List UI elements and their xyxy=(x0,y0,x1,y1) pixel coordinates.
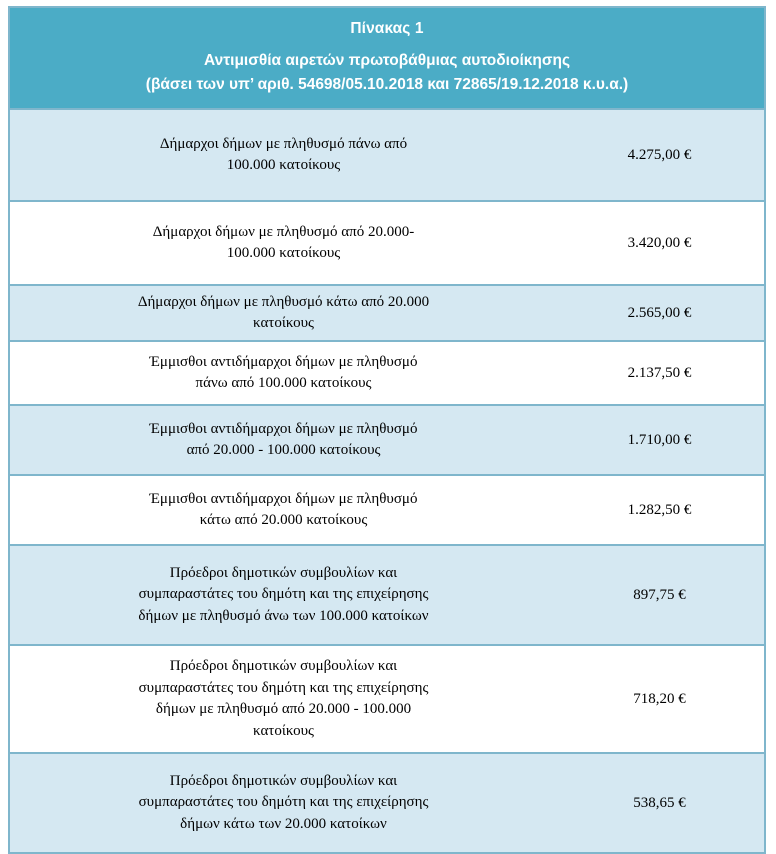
table-row xyxy=(10,546,764,646)
row-description-line: δήμων με πληθυσμό από 20.000 - 100.000 xyxy=(155,701,412,718)
row-description-line: από 20.000 - 100.000 κατοίκους xyxy=(186,442,381,459)
row-description-line: Δήμαρχοι δήμων με πληθυσμό κάτω από 20.000 xyxy=(137,293,430,310)
row-description-line: Έμμισθοι αντιδήμαρχοι δήμων με πληθυσμό xyxy=(149,353,418,370)
row-description-line: δήμων κάτω των 20.000 κατοίκων xyxy=(180,816,387,833)
row-amount-cell: 718,20 € xyxy=(633,690,686,707)
row-description-cell xyxy=(10,130,555,182)
row-amount-cell: 897,75 € xyxy=(633,586,686,603)
row-description-line: συμπαραστάτες του δημότη και της επιχείρησης xyxy=(138,679,429,696)
table-title: Πίνακας 1 xyxy=(350,20,424,37)
row-description-cell xyxy=(10,288,555,340)
row-description-line: Πρόεδροι δημοτικών συμβουλίων και xyxy=(169,772,398,789)
table-subtitle-line-2: (βάσει των υπ’ αριθ. 54698/05.10.2018 και 72865/19.12.2018 κ.υ.α.) xyxy=(145,76,629,94)
row-description-line: Πρόεδροι δημοτικών συμβουλίων και xyxy=(169,657,398,674)
row-description-line: συμπαραστάτες του δημότη και της επιχείρησης xyxy=(138,794,429,811)
row-description-line: Δήμαρχοι δήμων με πληθυσμό πάνω από xyxy=(159,135,408,152)
row-description-line: κάτω από 20.000 κατοίκους xyxy=(199,512,368,529)
table-row xyxy=(10,476,764,546)
table-header xyxy=(10,8,764,110)
table-row xyxy=(10,342,764,406)
row-amount-cell: 4.275,00 € xyxy=(627,146,692,163)
table-row xyxy=(10,406,764,476)
row-amount-cell: 1.282,50 € xyxy=(627,501,692,518)
row-description-line: Δήμαρχοι δήμων με πληθυσμό από 20.000- xyxy=(152,223,415,240)
row-description-line: Έμμισθοι αντιδήμαρχοι δήμων με πληθυσμό xyxy=(149,420,418,437)
row-amount-cell: 3.420,00 € xyxy=(627,234,692,251)
table-subtitle xyxy=(20,49,754,97)
row-amount-cell: 2.137,50 € xyxy=(627,364,692,381)
row-description-cell xyxy=(10,767,555,840)
row-description-cell xyxy=(10,348,555,400)
row-amount-cell: 1.710,00 € xyxy=(627,431,692,448)
table-row xyxy=(10,110,764,202)
table-row xyxy=(10,646,764,754)
row-description-line: 100.000 κατοίκους xyxy=(226,245,341,262)
table-row xyxy=(10,202,764,286)
row-amount-cell: 2.565,00 € xyxy=(627,304,692,321)
table-row xyxy=(10,286,764,342)
row-description-line: συμπαραστάτες του δημότη και της επιχείρησης xyxy=(138,586,429,603)
remuneration-table xyxy=(8,6,766,854)
row-description-line: πάνω από 100.000 κατοίκους xyxy=(195,375,372,392)
row-description-cell xyxy=(10,485,555,537)
table-row xyxy=(10,754,764,852)
row-description-line: κατοίκους xyxy=(253,315,314,332)
row-description-line: Πρόεδροι δημοτικών συμβουλίων και xyxy=(169,564,398,581)
row-description-line: Έμμισθοι αντιδήμαρχοι δήμων με πληθυσμό xyxy=(149,490,418,507)
row-description-cell xyxy=(10,652,555,747)
row-description-cell xyxy=(10,559,555,632)
row-amount-cell: 538,65 € xyxy=(633,794,686,811)
row-description-line: 100.000 κατοίκους xyxy=(226,157,341,174)
table-subtitle-line-1: Αντιμισθία αιρετών πρωτοβάθμιας αυτοδιοίκησης xyxy=(203,52,570,70)
table-body xyxy=(10,110,764,852)
row-description-cell xyxy=(10,415,555,467)
row-description-line: δήμων με πληθυσμό άνω των 100.000 κατοίκων xyxy=(138,608,429,625)
row-description-line: κατοίκους xyxy=(253,723,314,740)
row-description-cell xyxy=(10,218,555,270)
